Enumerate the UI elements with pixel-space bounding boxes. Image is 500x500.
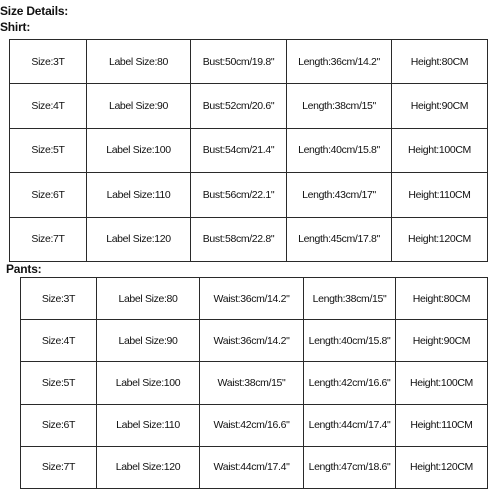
height-cell: Height:100CM: [396, 362, 488, 404]
measure-cell: Bust:50cm/19.8": [191, 40, 287, 84]
size-cell: Size:4T: [10, 84, 87, 128]
table-row: [21, 320, 488, 362]
height-cell: Height:100CM: [392, 128, 488, 172]
measure-cell: Waist:36cm/14.2": [200, 320, 304, 362]
size-details-heading: Size Details:: [0, 4, 69, 18]
length-cell: Length:47cm/18.6": [304, 446, 396, 488]
measure-cell: Waist:44cm/17.4": [200, 446, 304, 488]
table-row: [21, 446, 488, 488]
label-size-cell: Label Size:90: [87, 84, 191, 128]
shirt-heading: Shirt:: [0, 20, 31, 34]
height-cell: Height:120CM: [392, 217, 488, 261]
label-size-cell: Label Size:100: [97, 362, 200, 404]
size-cell: Size:5T: [10, 128, 87, 172]
table-row: [10, 173, 488, 217]
table-row: [10, 128, 488, 172]
table-row: [21, 278, 488, 320]
measure-cell: Bust:52cm/20.6": [191, 84, 287, 128]
length-cell: Length:42cm/16.6": [304, 362, 396, 404]
size-cell: Size:3T: [10, 40, 87, 84]
label-size-cell: Label Size:120: [87, 217, 191, 261]
length-cell: Length:45cm/17.8": [287, 217, 392, 261]
size-cell: Size:7T: [21, 446, 97, 488]
height-cell: Height:90CM: [396, 320, 488, 362]
height-cell: Height:90CM: [392, 84, 488, 128]
label-size-cell: Label Size:100: [87, 128, 191, 172]
pants-size-table: [20, 277, 488, 489]
length-cell: Length:40cm/15.8": [287, 128, 392, 172]
pants-heading: Pants:: [6, 262, 42, 276]
length-cell: Length:38cm/15": [304, 278, 396, 320]
size-cell: Size:3T: [21, 278, 97, 320]
label-size-cell: Label Size:110: [87, 173, 191, 217]
measure-cell: Bust:58cm/22.8": [191, 217, 287, 261]
shirt-table-body: [10, 40, 488, 262]
label-size-cell: Label Size:120: [97, 446, 200, 488]
table-row: [10, 84, 488, 128]
size-cell: Size:4T: [21, 320, 97, 362]
measure-cell: Bust:56cm/22.1": [191, 173, 287, 217]
length-cell: Length:43cm/17": [287, 173, 392, 217]
table-row: [21, 362, 488, 404]
size-cell: Size:5T: [21, 362, 97, 404]
length-cell: Length:40cm/15.8": [304, 320, 396, 362]
table-row: [10, 40, 488, 84]
height-cell: Height:80CM: [392, 40, 488, 84]
height-cell: Height:110CM: [392, 173, 488, 217]
length-cell: Length:36cm/14.2": [287, 40, 392, 84]
height-cell: Height:110CM: [396, 404, 488, 446]
measure-cell: Waist:38cm/15": [200, 362, 304, 404]
measure-cell: Waist:36cm/14.2": [200, 278, 304, 320]
label-size-cell: Label Size:80: [87, 40, 191, 84]
label-size-cell: Label Size:90: [97, 320, 200, 362]
height-cell: Height:80CM: [396, 278, 488, 320]
label-size-cell: Label Size:110: [97, 404, 200, 446]
length-cell: Length:38cm/15": [287, 84, 392, 128]
shirt-size-table: [9, 39, 488, 262]
pants-table-body: [21, 278, 488, 489]
table-row: [10, 217, 488, 261]
label-size-cell: Label Size:80: [97, 278, 200, 320]
measure-cell: Waist:42cm/16.6": [200, 404, 304, 446]
length-cell: Length:44cm/17.4": [304, 404, 396, 446]
measure-cell: Bust:54cm/21.4": [191, 128, 287, 172]
size-cell: Size:6T: [10, 173, 87, 217]
size-cell: Size:6T: [21, 404, 97, 446]
size-cell: Size:7T: [10, 217, 87, 261]
table-row: [21, 404, 488, 446]
height-cell: Height:120CM: [396, 446, 488, 488]
